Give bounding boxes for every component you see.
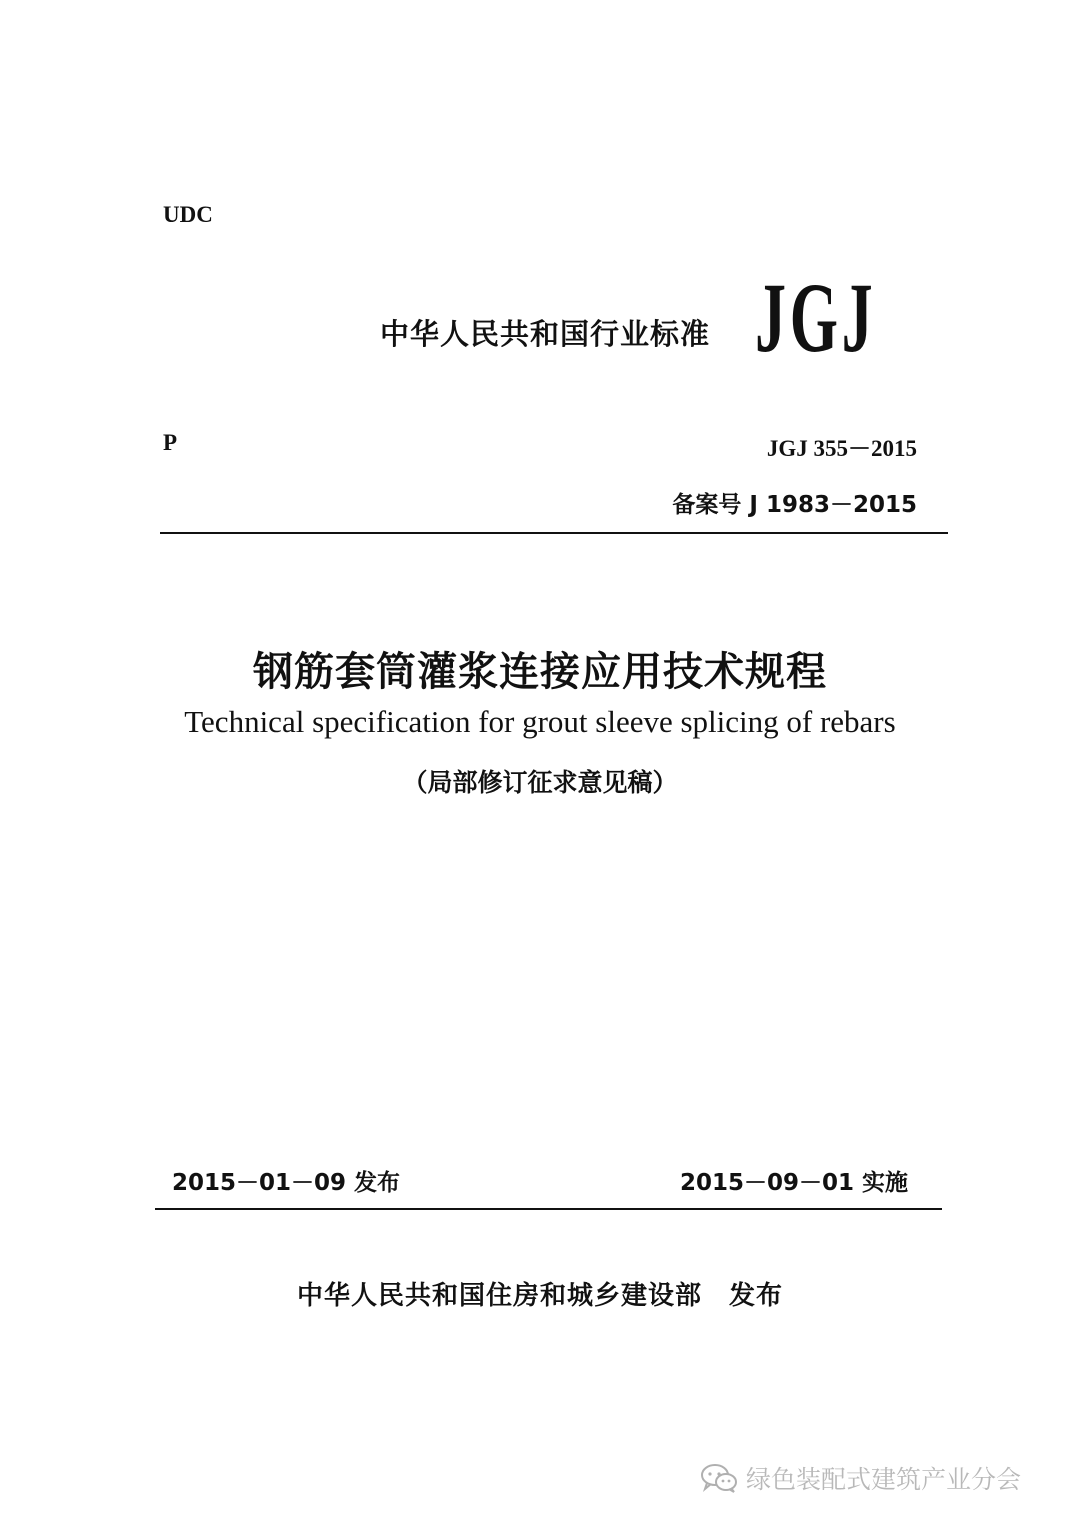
standard-type-heading: 中华人民共和国行业标准 [380,317,711,351]
record-number: 备案号 J 1983－2015 [672,492,917,518]
document-subtitle: （局部修订征求意见稿） [402,768,678,797]
document-title-cn: 钢筋套筒灌浆连接应用技术规程 [253,649,827,695]
issue-date: 2015－01－09 发布 [172,1170,401,1196]
bottom-divider [155,1208,942,1210]
publisher-line: 中华人民共和国住房和城乡建设部 发布 [296,1281,783,1311]
wechat-icon [700,1463,738,1493]
top-divider [160,532,948,534]
udc-label: UDC [163,202,213,227]
effective-date: 2015－09－01 实施 [679,1170,908,1196]
watermark-text: 绿色装配式建筑产业分会 [746,1465,1022,1494]
jgj-logo-mark: JGJ [755,262,877,373]
watermark [700,1460,1021,1496]
document-title-en: Technical specification for grout sleeve splicing of rebars [184,704,896,739]
standard-number: JGJ 355－2015 [766,436,917,461]
classification-code: P [163,430,178,455]
